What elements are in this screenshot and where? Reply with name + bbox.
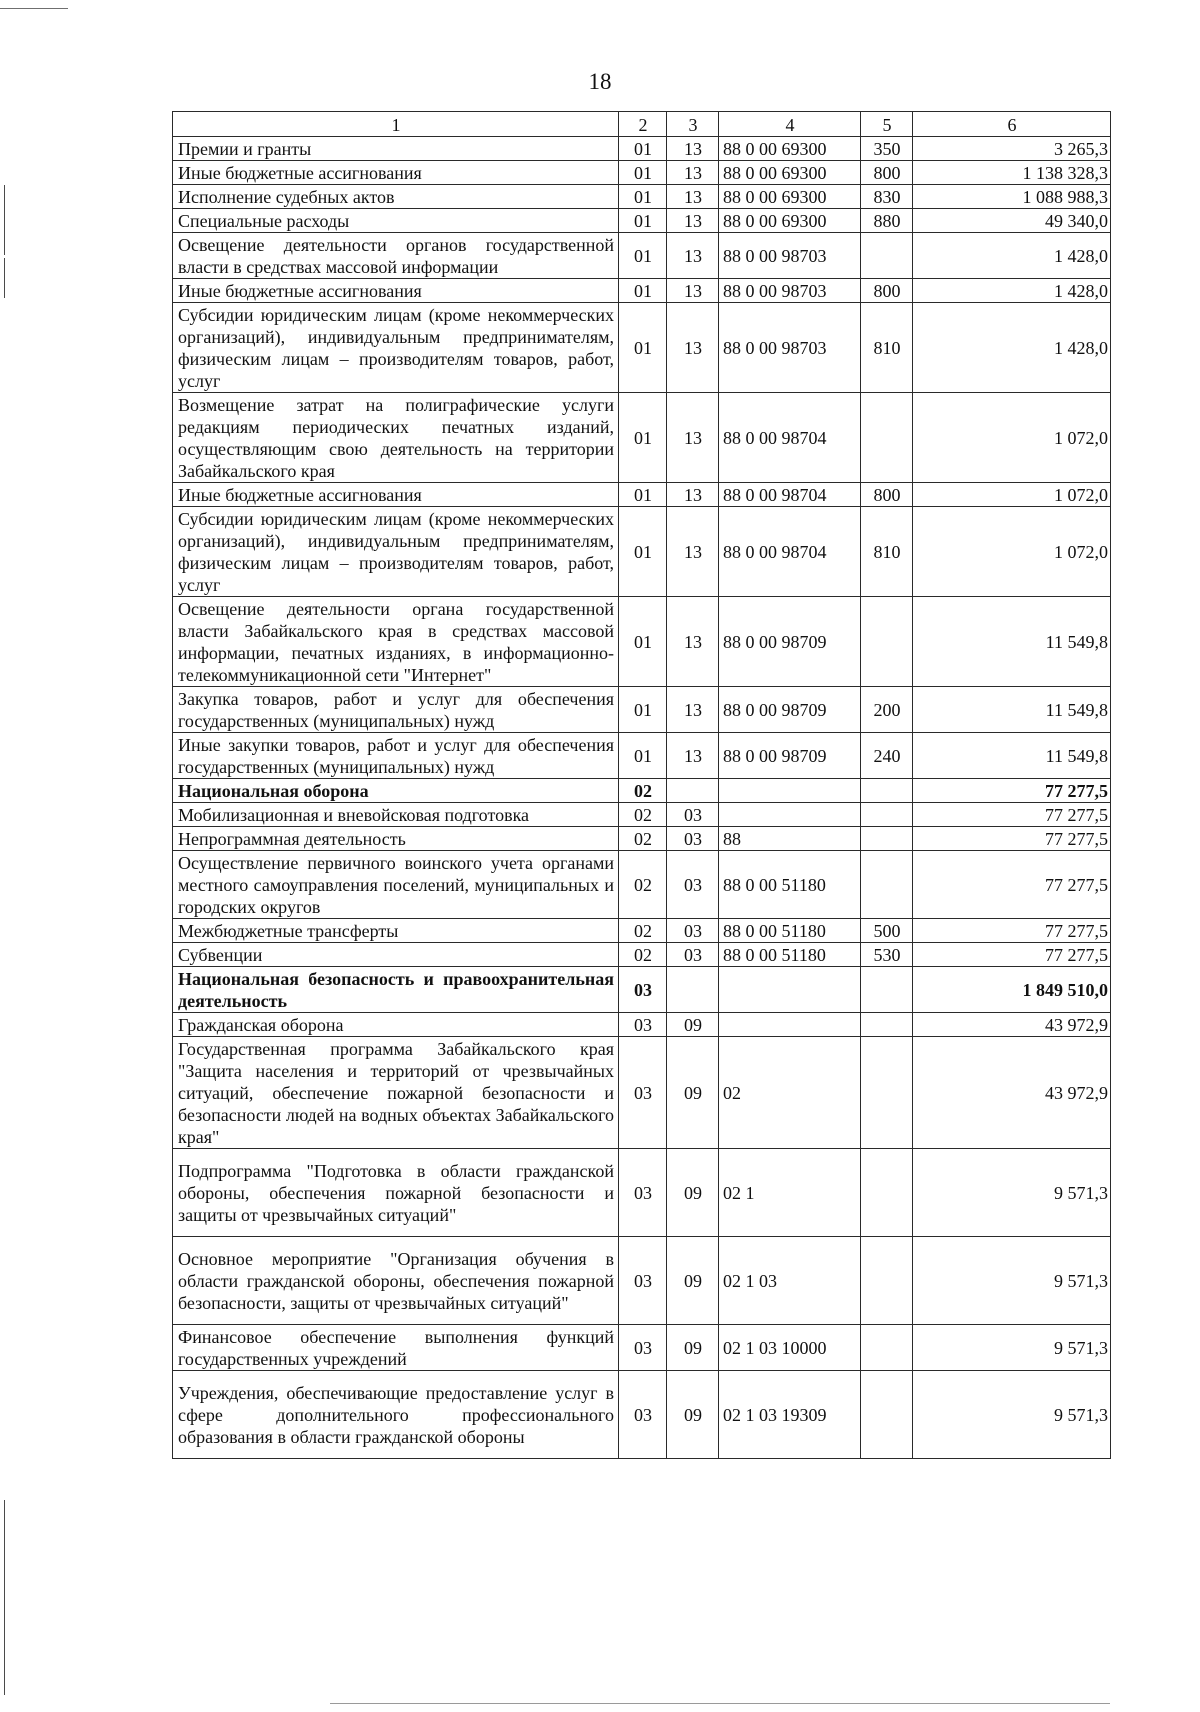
cell-subsection: 13 <box>667 483 719 507</box>
cell-section: 01 <box>619 597 667 687</box>
cell-target-article: 02 1 <box>719 1149 861 1237</box>
cell-expense-type: 880 <box>861 209 913 233</box>
cell-section: 01 <box>619 393 667 483</box>
cell-subsection: 13 <box>667 597 719 687</box>
cell-target-article: 88 0 00 98703 <box>719 303 861 393</box>
table-row <box>173 967 1111 1013</box>
cell-section: 01 <box>619 483 667 507</box>
cell-amount: 9 571,3 <box>913 1237 1111 1325</box>
cell-expense-type <box>861 967 913 1013</box>
cell-amount: 49 340,0 <box>913 209 1111 233</box>
cell-section: 02 <box>619 919 667 943</box>
cell-target-article: 88 0 00 69300 <box>719 137 861 161</box>
cell-target-article: 88 0 00 98704 <box>719 483 861 507</box>
cell-name: Национальная безопасность и правоохранительная деятельность <box>173 967 619 1013</box>
table-row <box>173 161 1111 185</box>
scan-margin-mark <box>4 1500 5 1695</box>
cell-subsection: 03 <box>667 919 719 943</box>
budget-allocation-table <box>172 111 1111 1459</box>
cell-amount: 1 138 328,3 <box>913 161 1111 185</box>
table-row <box>173 507 1111 597</box>
cell-section: 02 <box>619 851 667 919</box>
cell-subsection: 13 <box>667 687 719 733</box>
table-row <box>173 137 1111 161</box>
table-row <box>173 803 1111 827</box>
cell-target-article: 88 0 00 51180 <box>719 851 861 919</box>
cell-name: Подпрограмма "Подготовка в области гражданской обороны, обеспечения пожарной безопасности и защиты от чрезвычайных ситуаций" <box>173 1149 619 1237</box>
cell-name: Гражданская оборона <box>173 1013 619 1037</box>
table-row <box>173 209 1111 233</box>
cell-target-article: 02 <box>719 1037 861 1149</box>
cell-name: Межбюджетные трансферты <box>173 919 619 943</box>
cell-target-article: 88 0 00 98709 <box>719 733 861 779</box>
page-number: 18 <box>588 69 612 94</box>
cell-section: 03 <box>619 1149 667 1237</box>
cell-amount: 77 277,5 <box>913 851 1111 919</box>
table-row <box>173 919 1111 943</box>
table-row <box>173 827 1111 851</box>
cell-section: 03 <box>619 1371 667 1459</box>
cell-subsection: 09 <box>667 1371 719 1459</box>
header-col-amount: 6 <box>913 112 1111 137</box>
cell-name: Иные закупки товаров, работ и услуг для обеспечения государственных (муниципальных) нужд <box>173 733 619 779</box>
cell-expense-type <box>861 803 913 827</box>
cell-target-article: 02 1 03 <box>719 1237 861 1325</box>
cell-amount: 1 428,0 <box>913 303 1111 393</box>
cell-expense-type: 800 <box>861 161 913 185</box>
cell-amount: 11 549,8 <box>913 687 1111 733</box>
table-row <box>173 943 1111 967</box>
table-row <box>173 1037 1111 1149</box>
table-row <box>173 1325 1111 1371</box>
cell-target-article: 88 <box>719 827 861 851</box>
cell-name: Иные бюджетные ассигнования <box>173 483 619 507</box>
cell-target-article: 88 0 00 98704 <box>719 507 861 597</box>
cell-amount: 1 072,0 <box>913 507 1111 597</box>
cell-expense-type: 500 <box>861 919 913 943</box>
cell-subsection: 13 <box>667 303 719 393</box>
cell-expense-type <box>861 597 913 687</box>
cell-amount: 43 972,9 <box>913 1013 1111 1037</box>
cell-target-article <box>719 779 861 803</box>
table-header-row <box>173 112 1111 137</box>
cell-name: Субвенции <box>173 943 619 967</box>
cell-expense-type <box>861 233 913 279</box>
cell-section: 03 <box>619 967 667 1013</box>
cell-expense-type: 240 <box>861 733 913 779</box>
cell-section: 01 <box>619 185 667 209</box>
cell-expense-type <box>861 1037 913 1149</box>
cell-target-article: 88 0 00 69300 <box>719 161 861 185</box>
cell-subsection: 03 <box>667 943 719 967</box>
cell-section: 01 <box>619 733 667 779</box>
cell-amount: 1 849 510,0 <box>913 967 1111 1013</box>
cell-name: Иные бюджетные ассигнования <box>173 161 619 185</box>
cell-section: 03 <box>619 1325 667 1371</box>
cell-name: Учреждения, обеспечивающие предоставление услуг в сфере дополнительного профессионального образования в области гражданской обороны <box>173 1371 619 1459</box>
cell-expense-type <box>861 1237 913 1325</box>
cell-target-article: 88 0 00 98709 <box>719 597 861 687</box>
cell-amount: 9 571,3 <box>913 1325 1111 1371</box>
cell-section: 01 <box>619 687 667 733</box>
cell-target-article: 02 1 03 19309 <box>719 1371 861 1459</box>
cell-amount: 3 265,3 <box>913 137 1111 161</box>
cell-name: Закупка товаров, работ и услуг для обеспечения государственных (муниципальных) нужд <box>173 687 619 733</box>
cell-section: 03 <box>619 1013 667 1037</box>
cell-target-article: 88 0 00 98709 <box>719 687 861 733</box>
cell-name: Основное мероприятие "Организация обучения в области гражданской обороны, обеспечения пожарной безопасности, защиты от чрезвычайных ситуаций" <box>173 1237 619 1325</box>
cell-expense-type <box>861 851 913 919</box>
cell-target-article: 02 1 03 10000 <box>719 1325 861 1371</box>
cell-section: 01 <box>619 233 667 279</box>
cell-subsection: 13 <box>667 209 719 233</box>
cell-name: Осуществление первичного воинского учета органами местного самоуправления поселений, муниципальных и городских округов <box>173 851 619 919</box>
cell-expense-type <box>861 1325 913 1371</box>
cell-section: 02 <box>619 779 667 803</box>
cell-expense-type <box>861 779 913 803</box>
table-row <box>173 597 1111 687</box>
cell-subsection: 13 <box>667 161 719 185</box>
cell-name: Мобилизационная и вневойсковая подготовка <box>173 803 619 827</box>
cell-expense-type: 530 <box>861 943 913 967</box>
cell-section: 01 <box>619 279 667 303</box>
cell-section: 01 <box>619 303 667 393</box>
cell-subsection <box>667 779 719 803</box>
cell-target-article: 88 0 00 51180 <box>719 943 861 967</box>
cell-amount: 1 072,0 <box>913 483 1111 507</box>
cell-name: Национальная оборона <box>173 779 619 803</box>
cell-section: 01 <box>619 137 667 161</box>
table-row <box>173 1371 1111 1459</box>
cell-subsection <box>667 967 719 1013</box>
cell-name: Субсидии юридическим лицам (кроме некоммерческих организаций), индивидуальным предпринимателям, физическим лицам – производителям товаров, работ, услуг <box>173 507 619 597</box>
scan-margin-mark <box>4 185 5 255</box>
cell-target-article: 88 0 00 51180 <box>719 919 861 943</box>
cell-subsection: 13 <box>667 185 719 209</box>
table-body <box>173 137 1111 1459</box>
cell-amount: 77 277,5 <box>913 919 1111 943</box>
cell-name: Премии и гранты <box>173 137 619 161</box>
cell-subsection: 13 <box>667 233 719 279</box>
cell-section: 02 <box>619 827 667 851</box>
header-col-target-article: 4 <box>719 112 861 137</box>
cell-amount: 1 428,0 <box>913 233 1111 279</box>
table-row <box>173 1149 1111 1237</box>
table-row <box>173 185 1111 209</box>
cell-expense-type <box>861 1371 913 1459</box>
cell-target-article <box>719 803 861 827</box>
cell-name: Финансовое обеспечение выполнения функций государственных учреждений <box>173 1325 619 1371</box>
table-row <box>173 851 1111 919</box>
cell-target-article: 88 0 00 98703 <box>719 233 861 279</box>
cell-subsection: 03 <box>667 803 719 827</box>
cell-section: 01 <box>619 161 667 185</box>
table-row <box>173 1237 1111 1325</box>
cell-expense-type: 810 <box>861 303 913 393</box>
cell-subsection: 09 <box>667 1037 719 1149</box>
header-col-section: 2 <box>619 112 667 137</box>
cell-section: 02 <box>619 943 667 967</box>
cell-subsection: 13 <box>667 733 719 779</box>
cell-name: Иные бюджетные ассигнования <box>173 279 619 303</box>
cell-subsection: 13 <box>667 507 719 597</box>
cell-subsection: 09 <box>667 1237 719 1325</box>
cell-target-article: 88 0 00 69300 <box>719 185 861 209</box>
cell-amount: 77 277,5 <box>913 803 1111 827</box>
table-row <box>173 303 1111 393</box>
cell-amount: 77 277,5 <box>913 943 1111 967</box>
cell-name: Возмещение затрат на полиграфические услуги редакциям периодических печатных изданий, осуществляющим свою деятельность на территории Забайкальского края <box>173 393 619 483</box>
cell-amount: 77 277,5 <box>913 779 1111 803</box>
cell-expense-type: 200 <box>861 687 913 733</box>
cell-name: Непрограммная деятельность <box>173 827 619 851</box>
cell-subsection: 09 <box>667 1149 719 1237</box>
table-row <box>173 393 1111 483</box>
cell-subsection: 09 <box>667 1013 719 1037</box>
cell-expense-type: 830 <box>861 185 913 209</box>
table-row <box>173 1013 1111 1037</box>
cell-target-article <box>719 1013 861 1037</box>
cell-name: Освещение деятельности органов государственной власти в средствах массовой информации <box>173 233 619 279</box>
cell-expense-type <box>861 1149 913 1237</box>
cell-amount: 43 972,9 <box>913 1037 1111 1149</box>
cell-amount: 77 277,5 <box>913 827 1111 851</box>
cell-name: Специальные расходы <box>173 209 619 233</box>
table-row <box>173 483 1111 507</box>
scan-edge-line-top <box>0 8 68 9</box>
cell-subsection: 03 <box>667 851 719 919</box>
scan-margin-mark <box>4 258 5 298</box>
cell-target-article: 88 0 00 69300 <box>719 209 861 233</box>
cell-section: 03 <box>619 1037 667 1149</box>
cell-amount: 9 571,3 <box>913 1371 1111 1459</box>
cell-expense-type <box>861 393 913 483</box>
table-row <box>173 687 1111 733</box>
cell-subsection: 13 <box>667 393 719 483</box>
table-row <box>173 779 1111 803</box>
cell-name: Субсидии юридическим лицам (кроме некоммерческих организаций), индивидуальным предпринимателям, физическим лицам – производителям товаров, работ, услуг <box>173 303 619 393</box>
cell-section: 03 <box>619 1237 667 1325</box>
header-col-name: 1 <box>173 112 619 137</box>
cell-amount: 1 428,0 <box>913 279 1111 303</box>
cell-expense-type <box>861 827 913 851</box>
cell-subsection: 09 <box>667 1325 719 1371</box>
cell-section: 01 <box>619 209 667 233</box>
cell-subsection: 03 <box>667 827 719 851</box>
cell-expense-type: 800 <box>861 279 913 303</box>
cell-name: Государственная программа Забайкальского края "Защита населения и территорий от чрезвычайных ситуаций, обеспечение пожарной безопасности и безопасности людей на водных объектах Забайкальского края" <box>173 1037 619 1149</box>
table-row <box>173 233 1111 279</box>
cell-section: 02 <box>619 803 667 827</box>
table-row <box>173 733 1111 779</box>
cell-target-article <box>719 967 861 1013</box>
cell-amount: 9 571,3 <box>913 1149 1111 1237</box>
table-row <box>173 279 1111 303</box>
cell-subsection: 13 <box>667 137 719 161</box>
cell-amount: 11 549,8 <box>913 597 1111 687</box>
cell-expense-type: 810 <box>861 507 913 597</box>
cell-target-article: 88 0 00 98703 <box>719 279 861 303</box>
cell-expense-type: 350 <box>861 137 913 161</box>
header-col-expense-type: 5 <box>861 112 913 137</box>
cell-name: Исполнение судебных актов <box>173 185 619 209</box>
cell-expense-type <box>861 1013 913 1037</box>
cell-amount: 11 549,8 <box>913 733 1111 779</box>
cell-section: 01 <box>619 507 667 597</box>
header-col-subsection: 3 <box>667 112 719 137</box>
cell-amount: 1 072,0 <box>913 393 1111 483</box>
cell-name: Освещение деятельности органа государственной власти Забайкальского края в средствах массовой информации, печатных изданиях, в информационно-телекоммуникационной сети "Интернет" <box>173 597 619 687</box>
cell-amount: 1 088 988,3 <box>913 185 1111 209</box>
scan-edge-line-bottom <box>330 1703 1110 1704</box>
cell-expense-type: 800 <box>861 483 913 507</box>
cell-subsection: 13 <box>667 279 719 303</box>
cell-target-article: 88 0 00 98704 <box>719 393 861 483</box>
